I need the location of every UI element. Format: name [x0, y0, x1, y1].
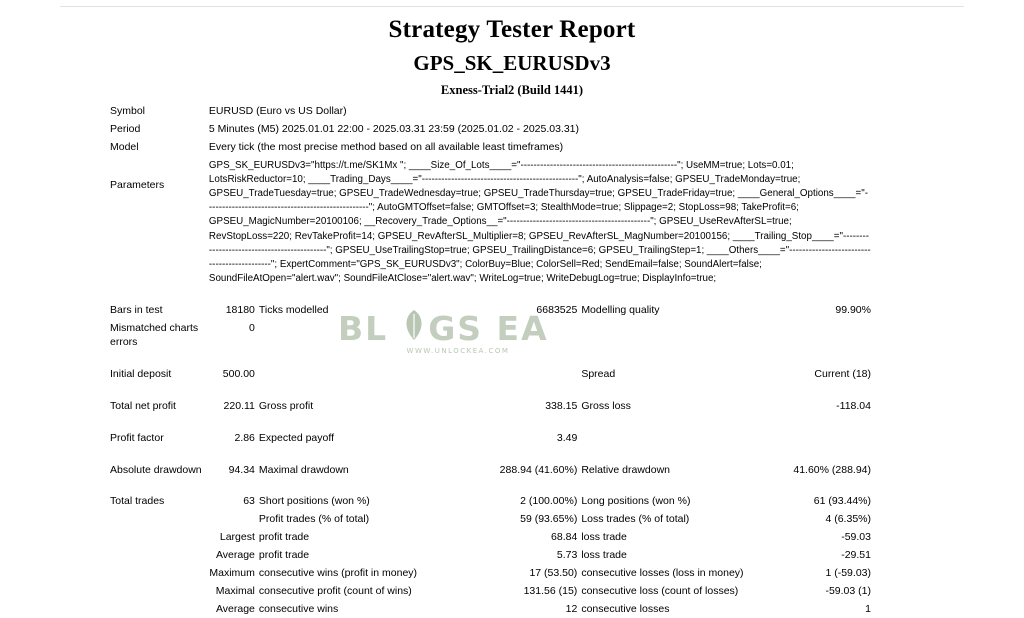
gross-loss-value: -118.04: [836, 399, 871, 412]
mismatched-label: Mismatched charts errors: [110, 322, 199, 349]
gross-profit-value: 338.15: [545, 399, 578, 412]
symbol-label: Symbol: [110, 105, 146, 117]
total-net-profit-value: 220.11: [223, 399, 255, 412]
short-positions-label: Short positions (won %): [258, 495, 370, 508]
relative-drawdown-label: Relative drawdown: [581, 463, 671, 476]
short-positions-value: 2 (100.00%): [520, 495, 578, 508]
mismatched-value: 0: [249, 322, 255, 335]
table-row: [110, 565, 875, 583]
total-net-profit-label: Total net profit: [110, 399, 176, 412]
average-profit-label: profit trade: [258, 549, 310, 561]
table-row: [110, 529, 875, 547]
gross-loss-label: Gross loss: [581, 399, 631, 412]
avg-consecutive-losses-label: consecutive losses: [581, 602, 670, 615]
largest-profit-value: 68.84: [551, 531, 578, 544]
total-trades-value: 63: [243, 495, 255, 508]
watermark-text-left: BL: [338, 309, 389, 348]
absolute-drawdown-value: 94.34: [228, 463, 255, 476]
max-consecutive-losses-label: consecutive losses (loss in money): [581, 566, 744, 579]
maximal-consecutive-profit-label: consecutive profit (count of wins): [258, 584, 412, 597]
profit-factor-label: Profit factor: [110, 431, 164, 444]
profit-trades-value: 59 (93.65%): [520, 513, 578, 526]
largest-loss-value: -59.03: [841, 531, 871, 544]
table-row: [110, 103, 875, 121]
avg-consecutive-wins-label: consecutive wins: [258, 602, 339, 615]
loss-trades-value: 4 (6.35%): [825, 513, 871, 526]
average-label: Average: [215, 549, 255, 561]
largest-loss-label: loss trade: [581, 531, 627, 544]
expected-payoff-label: Expected payoff: [258, 431, 335, 444]
table-row: [110, 583, 875, 601]
max-consecutive-losses-value: 1 (-59.03): [825, 566, 871, 579]
largest-label: Largest: [219, 531, 255, 544]
gross-profit-label: Gross profit: [258, 399, 314, 412]
initial-deposit-value: 500.00: [222, 367, 255, 380]
average2-label: Average: [215, 602, 255, 615]
maximal-label: Maximal: [215, 584, 255, 597]
page-title: Strategy Tester Report: [388, 16, 636, 43]
spread-value: Current (18): [814, 367, 871, 380]
average-profit-value: 5.73: [556, 549, 578, 561]
maximal-consecutive-loss-value: -59.03 (1): [825, 584, 871, 597]
max-consecutive-wins-value: 17 (53.50): [529, 566, 578, 579]
profit-factor-value: 2.86: [234, 431, 255, 444]
table-row: [110, 493, 875, 511]
expected-payoff-value: 3.49: [556, 431, 578, 444]
loss-trades-label: Loss trades (% of total): [581, 513, 690, 526]
table-row: [110, 366, 875, 384]
long-positions-label: Long positions (won %): [581, 495, 691, 508]
model-value: Every tick (the most precise method based on all available least timeframes): [208, 140, 564, 153]
report-table: [110, 103, 875, 618]
bars-in-test-value: 18180: [225, 304, 255, 317]
bars-in-test-label: Bars in test: [110, 304, 163, 317]
ticks-modelled-label: Ticks modelled: [258, 304, 329, 317]
modelling-quality-label: Modelling quality: [581, 304, 660, 317]
average-loss-value: -29.51: [841, 549, 871, 561]
parameters-value: GPS_SK_EURUSDv3="https://t.me/SK1Mx "; ____Size_Of_Lots____="------------------------------------------------"; UseMM=true; Lots=0.01; LotsRiskReductor=10; ____Trading_Days____="------------------------------------------------"; AutoAnalysis=false; GPSEU_TradeMonday=true; GPSEU_TradeTuesday=true; GPSEU_TradeWednesday=true; GPSEU_TradeThursday=true; GPSEU_TradeFriday=true; ____General_Options____="--------------------------------------------------"; AutoGMTOffset=false; GMTOffset=3; StealthMode=true; Slippage=2; StopLoss=98; TakeProfit=6; GPSEU_MagicNumber=20100106; __Recovery_Trade_Options__="--------------------------------------------"; GPSEU_UseRevAfterSL=true; RevStopLoss=220; RevTakeProfit=14; GPSEU_RevAfterSL_Multiplier=8; GPSEU_RevAfterSL_MagNumber=20100156; ____Trailing_Stop____="--------------------------------------------"; GPSEU_UseTrailingStop=true; GPSEU_TrailingDistance=6; GPSEU_TrailingStep=1; ____Others____="--------------------------------------------"; ExpertComment="GPS_SK_EURUSDv3"; ColorBuy=Blue; ColorSell=Red; SendEmail=false; SoundAlert=false; SoundFileAtOpen="alert.wav"; SoundFileAtClose="alert.wav"; WriteLog=true; WriteDebugLog=true; DisplayInfo=true;: [208, 159, 871, 285]
avg-consecutive-wins-value: 12: [565, 602, 578, 615]
initial-deposit-label: Initial deposit: [110, 367, 172, 380]
watermark-text-right: GS EA: [428, 309, 549, 348]
watermark-subtext: WWW.UNLOCKEA.COM: [406, 347, 510, 355]
table-row: [110, 462, 875, 480]
avg-consecutive-losses-value: 1: [865, 602, 871, 615]
ticks-modelled-value: 6683525: [536, 304, 578, 317]
spread-label: Spread: [581, 367, 616, 380]
maximal-drawdown-value: 288.94 (41.60%): [499, 463, 578, 476]
max-consecutive-wins-label: consecutive wins (profit in money): [258, 566, 418, 579]
absolute-drawdown-label: Absolute drawdown: [110, 463, 202, 476]
table-row: [110, 302, 875, 320]
table-row: [110, 601, 875, 618]
maximum-label: Maximum: [209, 566, 255, 579]
parameters-label: Parameters: [110, 178, 165, 191]
table-row: [110, 139, 875, 157]
largest-profit-label: profit trade: [258, 531, 310, 544]
report-header: [0, 0, 1024, 98]
period-label: Period: [110, 122, 141, 135]
table-row: [110, 121, 875, 139]
maximal-consecutive-profit-value: 131.56 (15): [523, 584, 578, 597]
long-positions-value: 61 (93.44%): [813, 495, 871, 508]
average-loss-label: loss trade: [581, 549, 627, 561]
profit-trades-label: Profit trades (% of total): [258, 513, 370, 526]
relative-drawdown-value: 41.60% (288.94): [793, 463, 871, 476]
modelling-quality-value: 99.90%: [835, 304, 871, 317]
table-row: [110, 157, 875, 289]
model-label: Model: [110, 140, 139, 153]
maximal-drawdown-label: Maximal drawdown: [258, 463, 349, 476]
table-row: [110, 398, 875, 416]
report-build: Exness-Trial2 (Build 1441): [440, 83, 584, 97]
symbol-value: EURUSD (Euro vs US Dollar): [208, 105, 347, 117]
total-trades-label: Total trades: [110, 495, 165, 508]
period-value: 5 Minutes (M5) 2025.01.01 22:00 - 2025.03.31 23:59 (2025.01.02 - 2025.03.31): [208, 122, 580, 135]
report-subtitle: GPS_SK_EURUSDv3: [413, 51, 611, 75]
table-row: [110, 320, 875, 352]
table-row: [110, 511, 875, 529]
top-divider: [60, 6, 964, 7]
table-row: [110, 547, 875, 565]
maximal-consecutive-loss-label: consecutive loss (count of losses): [581, 584, 739, 597]
table-row: [110, 430, 875, 448]
